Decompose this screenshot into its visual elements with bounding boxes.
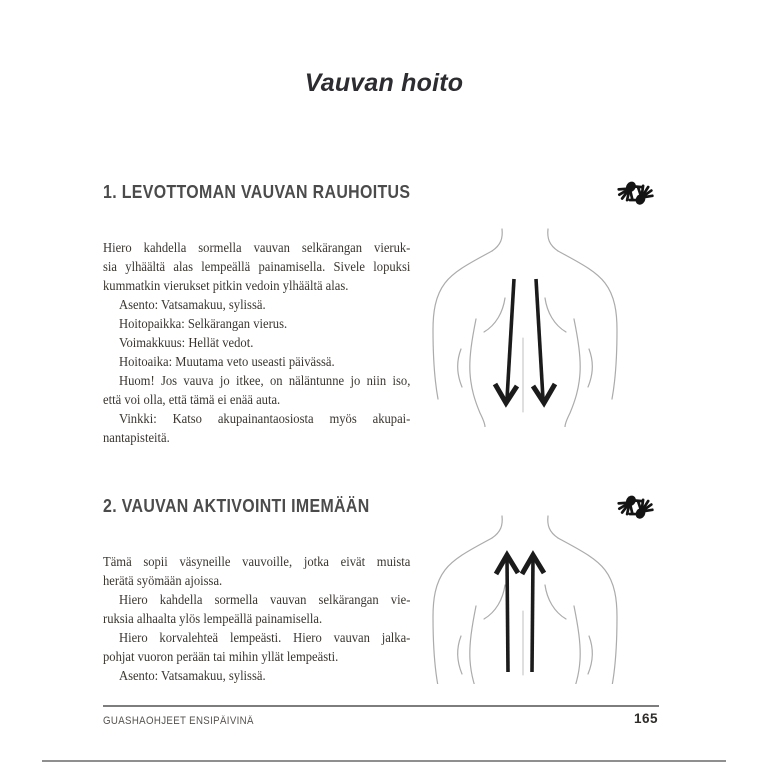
- body-text-line: Asento: Vatsamakuu, sylissä.: [118, 297, 266, 312]
- body-text-line: Tämä sopii väsyneille vauvoille, jotka eivät muista: [103, 554, 411, 569]
- body-text-line: Asento: Vatsamakuu, sylissä.: [118, 668, 266, 683]
- section-1-heading: 1. LEVOTTOMAN VAUVAN RAUHOITUS: [103, 181, 411, 202]
- body-text-line: ruksia alhaalta ylös lempeällä painamisella.: [103, 611, 323, 626]
- body-text-line: pohjat vuoron perään tai mihin yllät lempeästi.: [103, 649, 339, 664]
- body-text-line: Vinkki: Katso akupainantaosiosta myös akupai-: [118, 411, 411, 426]
- body-text-line: Huom! Jos vauva jo itkee, on näläntunne jo niin iso,: [118, 373, 411, 388]
- page-title: Vauvan hoito: [304, 69, 464, 97]
- back-outline: [433, 516, 617, 684]
- page-bottom-edge: [42, 760, 726, 762]
- body-text-line: herätä syömään ajoissa.: [103, 573, 223, 588]
- section-2-heading: 2. VAUVAN AKTIVOINTI IMEMÄÄN: [103, 495, 370, 516]
- body-text-line: kummatkin vierukset pitkin vedoin ylhäältä alas.: [103, 278, 349, 293]
- down-arrows: [495, 279, 555, 403]
- body-text-line: että voi olla, että tämä ei enää auta.: [103, 392, 281, 407]
- footer-running-title: GUASHAOHJEET ENSIPÄIVINÄ: [103, 715, 254, 727]
- page-number: 165: [633, 711, 658, 726]
- body-text-line: nantapisteitä.: [103, 430, 170, 445]
- section-1-body: [103, 238, 410, 447]
- body-text-line: Hoitopaikka: Selkärangan vierus.: [118, 316, 288, 331]
- body-text-line: Hiero kahdella sormella vauvan selkärangan vieruk-: [103, 240, 411, 255]
- back-figure-down-arrows: [430, 227, 620, 427]
- section-2-body: [103, 552, 410, 685]
- body-text-line: Voimakkuus: Hellät vedot.: [118, 335, 254, 350]
- body-text-line: Hiero kahdella sormella vauvan selkärangan vie-: [118, 592, 411, 607]
- body-text-line: Hiero korvalehteä lempeästi. Hiero vauvan jalka-: [118, 630, 411, 645]
- body-text-line: sia ylhäältä alas lempeällä painamisella. Sivele lopuksi: [103, 259, 411, 274]
- up-arrows: [496, 555, 544, 672]
- back-outline: [433, 229, 617, 427]
- back-figure-up-arrows: [430, 514, 620, 684]
- footer-rule: [103, 705, 659, 707]
- massage-hands-icon: [612, 178, 658, 211]
- body-text-line: Hoitoaika: Muutama veto useasti päivässä.: [118, 354, 335, 369]
